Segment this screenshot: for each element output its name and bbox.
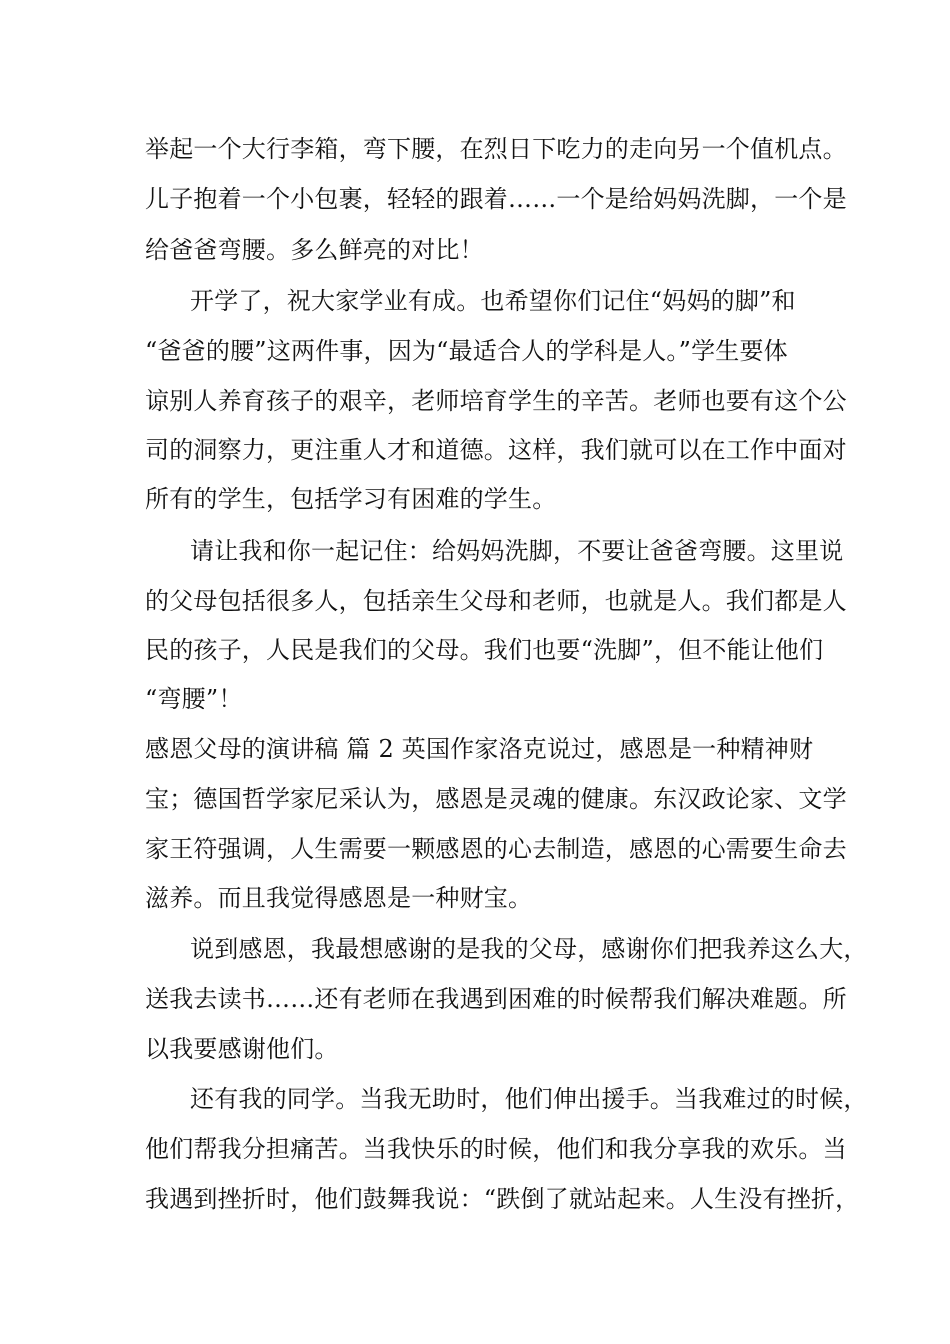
text-line: 滋养。而且我觉得感恩是一种财宝。	[145, 884, 533, 912]
text-line: 给爸爸弯腰。多么鲜亮的对比！	[145, 236, 484, 264]
paragraph-start-line: 请让我和你一起记住：给妈妈洗脚，不要让爸爸弯腰。这里说	[190, 537, 844, 565]
paragraph-start-line: 开学了，祝大家学业有成。也希望你们记住“妈妈的脚”和	[190, 287, 796, 315]
text-line: “弯腰”！	[145, 685, 243, 713]
text-line: 的父母包括很多人，包括亲生父母和老师，也就是人。我们都是人	[145, 587, 847, 615]
text-line: 宝；德国哲学家尼采认为，感恩是灵魂的健康。东汉政论家、文学	[145, 785, 847, 813]
text-line: 司的洞察力，更注重人才和道德。这样，我们就可以在工作中面对	[145, 436, 847, 464]
text-line: 以我要感谢他们。	[145, 1035, 339, 1063]
text-line: 我遇到挫折时，他们鼓舞我说：“跌倒了就站起来。人生没有挫折，	[145, 1185, 860, 1213]
text-line: 谅别人养育孩子的艰辛，老师培育学生的辛苦。老师也要有这个公	[145, 387, 847, 415]
text-line: 民的孩子，人民是我们的父母。我们也要“洗脚”，但不能让他们	[145, 636, 824, 664]
text-line: 儿子抱着一个小包裹，轻轻的跟着……一个是给妈妈洗脚，一个是	[145, 185, 847, 213]
text-line: 所有的学生，包括学习有困难的学生。	[145, 485, 557, 513]
paragraph-start-line: 说到感恩，我最想感谢的是我的父母，感谢你们把我养这么大，	[190, 935, 868, 963]
paragraph-start-line: 还有我的同学。当我无助时，他们伸出援手。当我难过的时候，	[190, 1085, 868, 1113]
section-heading-line: 感恩父母的演讲稿 篇 2 英国作家洛克说过，感恩是一种精神财	[145, 735, 814, 763]
text-line: 家王符强调，人生需要一颗感恩的心去制造，感恩的心需要生命去	[145, 835, 847, 863]
text-line: 他们帮我分担痛苦。当我快乐的时候，他们和我分享我的欢乐。当	[145, 1135, 847, 1163]
text-line: 举起一个大行李箱，弯下腰，在烈日下吃力的走向另一个值机点。	[145, 135, 847, 163]
text-line: 送我去读书……还有老师在我遇到困难的时候帮我们解决难题。所	[145, 985, 847, 1013]
text-line: “爸爸的腰”这两件事，因为“最适合人的学科是人。”学生要体	[145, 337, 788, 365]
